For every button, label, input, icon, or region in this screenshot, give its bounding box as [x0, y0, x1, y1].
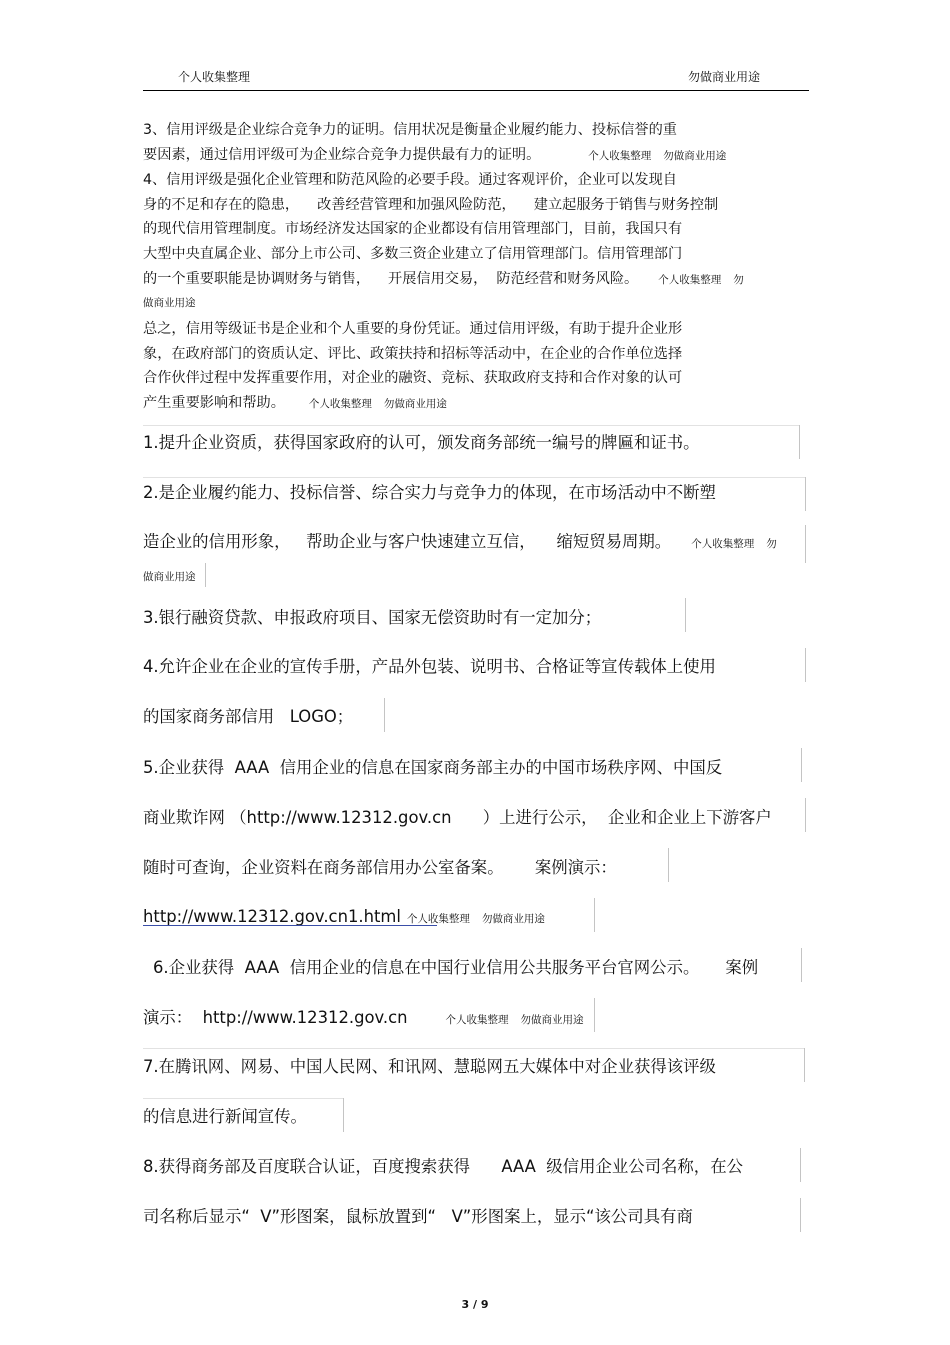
header-right: 勿做商业用途 [688, 70, 761, 84]
cell-border [343, 1098, 344, 1132]
cell-border [805, 798, 806, 832]
benefit-item-3: 3.银行融资贷款、申报政府项目、国家无偿资助时有一定加分； [143, 608, 602, 627]
cell-border [804, 1048, 805, 1082]
paragraph-summary [143, 317, 682, 417]
benefit-item-5-line-1: 5.企业获得 AAA 信用企业的信息在国家商务部主办的中国市场秩序网、中国反 [143, 758, 723, 777]
text-line: 合作伙伴过程中发挥重要作用，对企业的融资、竞标、获取政府支持和合作对象的认可 [143, 370, 683, 387]
case-demo-link[interactable]: http://www.12312.gov.cn1.html [143, 907, 401, 926]
benefit-item-5-line-2: 商业欺诈网 （http://www.12312.gov.cn ）上进行公示， 企业和企业上下游客户 [143, 808, 772, 827]
text-line: 4、信用评级是强化企业管理和防范风险的必要手段。通过客观评价，企业可以发现自 [143, 172, 677, 188]
cell-border [205, 563, 206, 587]
cell-border [143, 1098, 343, 1099]
cell-border [801, 948, 802, 982]
cell-border [594, 998, 595, 1032]
cell-border [594, 898, 595, 932]
cell-border [384, 698, 385, 732]
text-line: 要因素，通过信用评级可为企业综合竞争力提供最有力的证明。 个人收集整理 勿做商业用途 [143, 146, 727, 163]
text-line: 的一个重要职能是协调财务与销售， 开展信用交易， 防范经营和财务风险。 个人收集整理 勿 [143, 270, 744, 287]
paragraph-risk-management [143, 168, 744, 293]
cell-border [668, 848, 669, 882]
cell-border [799, 425, 800, 459]
text-line: 身的不足和存在的隐患， 改善经营管理和加强风险防范， 建立起服务于销售与财务控制 [143, 196, 719, 213]
benefit-item-4-line-2: 的国家商务部信用 LOGO； [143, 707, 354, 726]
text-line: 总之，信用等级证书是企业和个人重要的身份凭证。通过信用评级，有助于提升企业形 [143, 321, 683, 337]
benefit-item-5-link-line: http://www.12312.gov.cn1.html 个人收集整理 勿做商业用途 [143, 907, 545, 926]
benefit-item-4-line-1: 4.允许企业在企业的宣传手册，产品外包装、说明书、合格证等宣传载体上使用 [143, 657, 716, 676]
link-underline [143, 925, 437, 926]
benefit-item-7-line-1: 7.在腾讯网、网易、中国人民网、和讯网、慧聪网五大媒体中对企业获得该评级 [143, 1057, 716, 1076]
benefit-item-1: 1.提升企业资质，获得国家政府的认可，颁发商务部统一编号的牌匾和证书。 [143, 433, 700, 452]
cell-border [143, 425, 799, 426]
cell-border [805, 648, 806, 682]
cell-border [805, 477, 806, 511]
benefit-item-2-line-2: 造企业的信用形象， 帮助企业与客户快速建立互信， 缩短贸易周期。 个人收集整理 勿 [143, 532, 777, 551]
cell-border [685, 598, 686, 632]
cell-border [800, 1198, 801, 1232]
paragraph-rating-proof [143, 118, 726, 168]
text-line: 产生重要影响和帮助。 个人收集整理 勿做商业用途 [143, 395, 447, 412]
watermark-wrap: 做商业用途 [143, 571, 196, 583]
cell-border [801, 748, 802, 782]
cell-border [143, 1048, 804, 1049]
text-line: 大型中央直属企业、部分上市公司、多数三资企业建立了信用管理部门。信用管理部门 [143, 246, 683, 263]
benefit-item-6-line-1: 6.企业获得 AAA 信用企业的信息在中国行业信用公共服务平台官网公示。 案例 [153, 958, 759, 977]
header-left: 个人收集整理 [178, 70, 251, 84]
cell-border [805, 525, 806, 563]
cell-border [800, 1148, 801, 1182]
text-line: 的现代信用管理制度。市场经济发达国家的企业都设有信用管理部门，目前，我国只有 [143, 221, 683, 238]
benefit-item-6-line-2: 演示： http://www.12312.gov.cn 个人收集整理 勿做商业用途 [143, 1008, 584, 1027]
cell-border [143, 477, 805, 478]
header-rule [143, 90, 809, 91]
benefit-item-8-line-2: 司名称后显示“ V”形图案，鼠标放置到“ V”形图案上，显示“该公司具有商 [143, 1207, 693, 1226]
benefit-item-8-line-1: 8.获得商务部及百度联合认证，百度搜索获得 AAA 级信用企业公司名称，在公 [143, 1157, 743, 1176]
page-number: 3 / 9 [461, 1298, 489, 1311]
text-line: 象，在政府部门的资质认定、评比、政策扶持和招标等活动中，在企业的合作单位选择 [143, 345, 683, 362]
benefit-item-2-line-1: 2.是企业履约能力、投标信誉、综合实力与竞争力的体现，在市场活动中不断塑 [143, 483, 716, 502]
benefit-item-7-line-2: 的信息进行新闻宣传。 [143, 1107, 307, 1126]
watermark-wrap: 做商业用途 [143, 297, 196, 309]
benefit-item-5-line-3: 随时可查询，企业资料在商务部信用办公室备案。 案例演示： [143, 858, 617, 877]
text-line: 3、信用评级是企业综合竞争力的证明。信用状况是衡量企业履约能力、投标信誉的重 [143, 122, 677, 138]
